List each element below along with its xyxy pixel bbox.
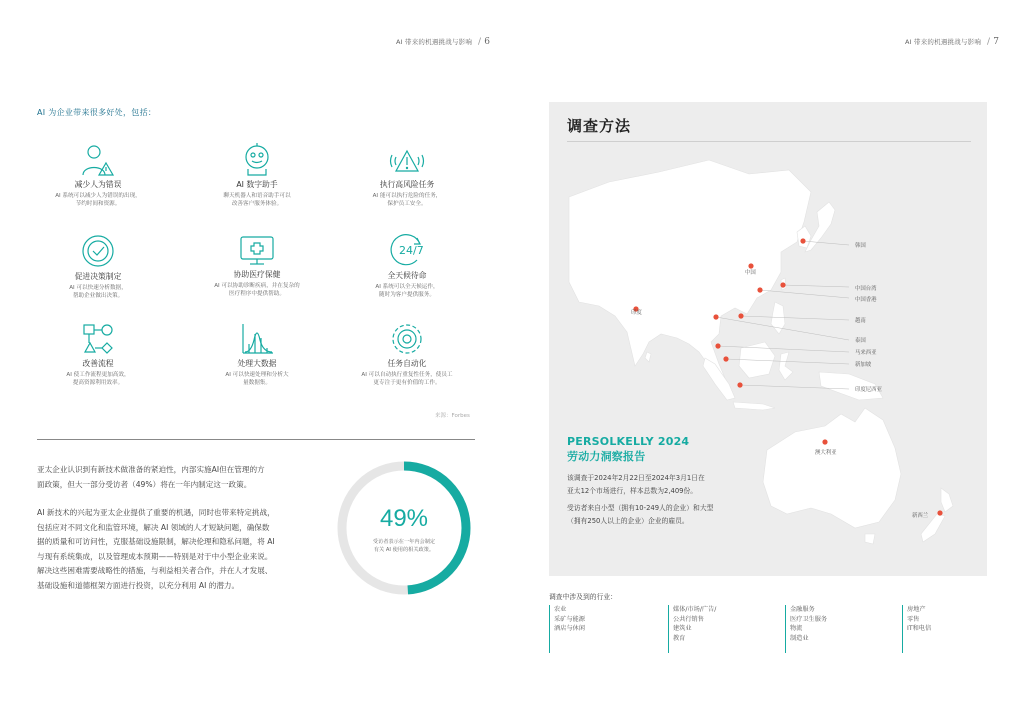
body-text [37, 463, 337, 593]
benefit-title: 执行高风险任务 [379, 180, 435, 189]
map-marker-korea [800, 238, 805, 243]
body-line: 解决这些困难需要战略性的措施，与利益相关者合作，并在人才发展、 [37, 566, 273, 575]
gear-automation-icon [389, 322, 425, 356]
industry-item: 采矿与能源 [554, 615, 585, 623]
benefit-desc: 保护员工安全。 [387, 201, 427, 207]
person-warning-icon [80, 143, 116, 177]
map-label: 印度尼西亚 [855, 387, 882, 393]
stat-caption [354, 538, 454, 554]
benefit-item [38, 322, 158, 387]
map-java [733, 402, 775, 410]
leader-line-vietnam [741, 316, 849, 320]
right-header-title: AI 带来的机遇挑战与影响 [905, 38, 982, 46]
survey-title-line: PERSOLKELLY 2024 [567, 435, 690, 448]
left-page-header: AI 带来的机遇挑战与影响 / 6 [396, 37, 491, 47]
benefit-desc: AI 使工作流程更加高效， [66, 372, 130, 378]
industry-column [549, 605, 585, 653]
map-sri-lanka [645, 352, 651, 362]
map-marker-hongkong [757, 287, 762, 292]
map-label: 澳大利亚 [815, 450, 837, 456]
decision-brain-icon [80, 233, 116, 269]
survey-desc-line: 亚太12个市场进行，样本总数为2,409份。 [567, 487, 698, 495]
benefit-desc: 帮助企业做出决策。 [72, 293, 124, 299]
map-marker-thailand [713, 314, 718, 319]
industry-item: IT和电信 [907, 625, 932, 632]
map-philippines [771, 302, 785, 334]
map-label: 印度 [631, 310, 642, 316]
body-line: 基础设施和道德框架方面进行投资，以充分利用 AI 的潜力。 [37, 580, 240, 590]
benefit-desc: 量数据集。 [243, 380, 271, 386]
benefit-title: 减少人为错误 [74, 180, 122, 189]
right-page-header: AI 带来的机遇挑战与影响 / 7 [905, 37, 1000, 47]
benefit-item [197, 233, 317, 298]
benefit-desc: 更专注于更有价值的工作。 [373, 380, 441, 386]
stat-caption-line: 受访者表示在一年内会制定 [372, 539, 436, 545]
benefit-desc: AI 系统可以减少人为错误的出现， [55, 193, 141, 199]
benefit-item [38, 233, 158, 300]
leader-line-hongkong [760, 290, 849, 298]
benefit-item [347, 230, 467, 299]
industries-title: 调查中涉及到的行业： [549, 593, 617, 601]
survey-desc-line: （拥有250人以上的企业）企业的雇员。 [567, 517, 689, 525]
map-label: 泰国 [855, 338, 866, 344]
benefit-item [197, 322, 317, 387]
benefit-item [347, 322, 467, 387]
body-line: 据的质量和可访问性，克服基础设施限制，解决伦理和隐私问题，将 AI [37, 537, 275, 546]
section-divider [37, 439, 475, 440]
benefit-title: 改善流程 [82, 359, 114, 368]
industry-item: 房地产 [907, 606, 926, 613]
clock-24-7-icon [387, 230, 427, 268]
industry-column [668, 605, 716, 653]
benefit-desc: 改善客户服务体验。 [231, 201, 283, 207]
industry-item: 零售 [907, 615, 920, 623]
survey-title-line: 劳动力洞察报告 [567, 450, 646, 463]
survey-description [567, 472, 787, 528]
benefit-desc: 医疗程序中提供帮助。 [229, 291, 285, 297]
map-label: 马来西亚 [855, 350, 877, 356]
industry-item: 公共行销售 [673, 615, 704, 623]
industry-item: 物流 [790, 625, 803, 632]
map-label: 中国香港 [855, 297, 877, 303]
benefit-title: 任务自动化 [387, 359, 427, 368]
benefit-title: 协助医疗保健 [233, 270, 281, 279]
survey-desc-line: 受访者来自小型（拥有10-249人的企业）和大型 [567, 504, 714, 512]
benefit-title: AI 数字助手 [236, 180, 278, 189]
body-line: AI 新技术的兴起为亚太企业提供了重要的机遇，同时也带来特定挑战， [37, 508, 275, 517]
medical-monitor-icon [238, 233, 276, 267]
industry-item: 医疗卫生服务 [790, 615, 828, 623]
benefit-desc: AI 可以自动执行重复性任务，使员工 [361, 372, 453, 378]
map-sulawesi [779, 352, 793, 380]
methodology-title: 调查方法 [567, 117, 632, 135]
industry-item: 建筑业 [673, 625, 692, 632]
leader-line-taiwan [783, 285, 849, 287]
survey-desc-line: 该调查于2024年2月22日至2024年3月1日在 [567, 474, 705, 482]
leader-line-malaysia [718, 346, 849, 352]
map-label: 韩国 [855, 243, 866, 249]
benefit-desc: AI 系统可以全天候运作， [375, 284, 439, 290]
benefit-item [38, 143, 158, 208]
map-new-zealand-north [941, 488, 953, 512]
stat-value: 49% [379, 505, 429, 532]
map-marker-taiwan [780, 282, 785, 287]
benefits-intro: AI 为企业带来很多好处，包括： [37, 108, 157, 117]
map-tasmania [865, 534, 875, 544]
map-label: 新加坡 [855, 362, 872, 368]
body-line: 包括应对不同文化和监管环境，解决 AI 领域的人才短缺问题，确保数 [37, 522, 270, 532]
map-marker-australia [822, 439, 827, 444]
benefit-item [347, 145, 467, 208]
svg-text:24/7: 24/7 [399, 244, 424, 257]
left-page-number: 6 [484, 37, 491, 47]
benefit-item [197, 141, 317, 208]
benefit-desc: AI 可以快速分析数据， [69, 285, 127, 291]
map-marker-new-zealand [937, 510, 942, 515]
benefit-title: 促进决策制定 [74, 272, 122, 281]
benefit-desc: 节约时间和资源。 [75, 201, 121, 207]
right-page-number: 7 [993, 37, 1000, 47]
industry-item: 制造业 [790, 634, 809, 642]
benefit-desc: AI 能可以执行危险的任务， [372, 193, 442, 199]
stat-caption-line: 有关 AI 使用的相关政策。 [373, 547, 435, 553]
body-line: 与现有系统集成，以及管理成本预期——特别是对于中小型企业来说。 [37, 551, 273, 561]
hazard-warning-icon [388, 145, 426, 177]
industry-column [902, 605, 931, 653]
source-note: 来源：Forbes [435, 413, 470, 419]
map-mainland-asia [569, 160, 811, 384]
body-line: 面政策，但大一部分受访者（49%）将在一年内制定这一政策。 [37, 479, 252, 489]
industry-column [785, 605, 827, 653]
benefit-title: 全天候待命 [387, 271, 427, 280]
map-japan [805, 202, 835, 252]
benefit-desc: AI 可以快速处理和分析大 [225, 372, 289, 378]
industry-item: 教育 [673, 634, 686, 642]
industry-item: 农业 [554, 606, 567, 613]
benefit-desc: 提高资源利用效率。 [72, 380, 124, 386]
map-marker-vietnam [738, 313, 743, 318]
bar-graph-icon [239, 322, 275, 356]
map-label: 新西兰 [912, 513, 929, 519]
benefit-desc: 聊天机器人和语音助手可以 [223, 193, 291, 199]
paragraph-gap [37, 492, 337, 506]
industry-item: 金融服务 [790, 606, 815, 613]
benefit-desc: AI 可以协助诊断疾病，并在复杂的 [214, 283, 300, 289]
benefit-title: 处理大数据 [237, 359, 277, 368]
map-marker-singapore [723, 356, 728, 361]
map-marker-malaysia [715, 343, 720, 348]
survey-title [567, 435, 689, 464]
map-label: 中国 [745, 270, 756, 276]
map-marker-indonesia [737, 382, 742, 387]
benefit-desc: 随时为客户提供服务。 [379, 292, 435, 298]
robot-assistant-icon [239, 141, 275, 177]
flowchart-icon [80, 322, 116, 356]
map-label: 越南 [855, 318, 866, 324]
industry-item: 酒店与休闲 [554, 625, 585, 632]
industry-item: 媒体/市场/广告/ [673, 606, 717, 613]
map-label: 中国台湾 [855, 286, 877, 292]
left-header-title: AI 带来的机遇挑战与影响 [396, 38, 473, 46]
body-line: 亚太企业认识到有新技术做准备的紧迫性，内部实施AI但在管理的方 [37, 465, 265, 474]
